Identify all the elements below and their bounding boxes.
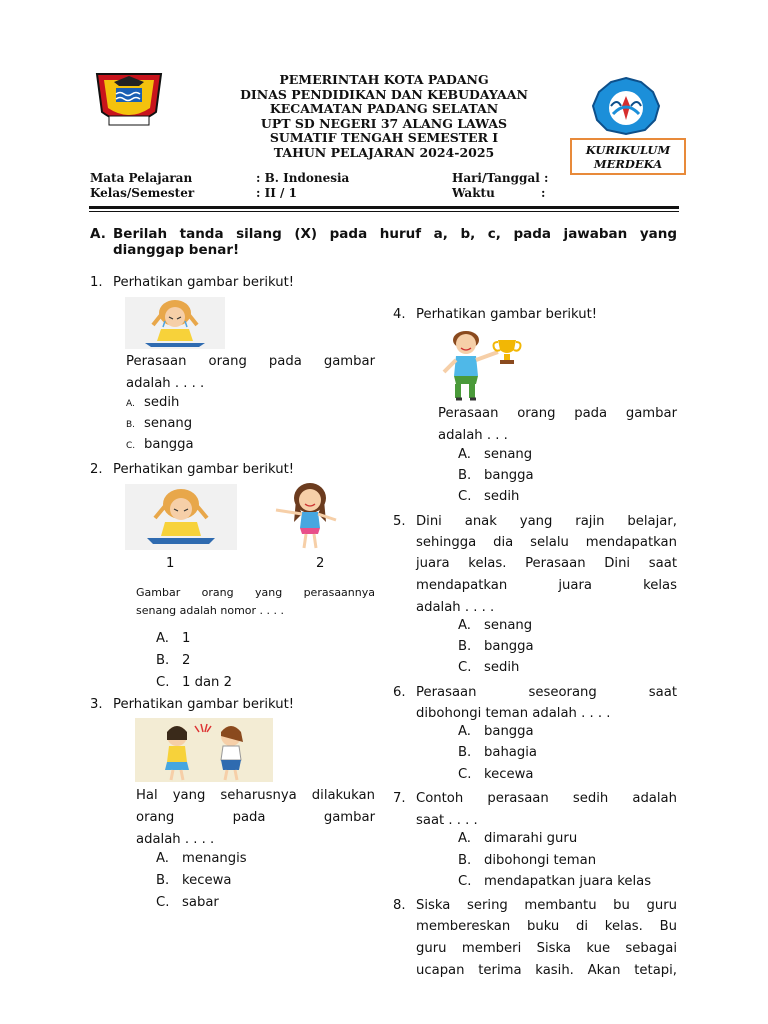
header-line-3: KECAMATAN PADANG SELATAN [269,101,499,116]
q6-option-b-text: bahagia [484,745,538,760]
q5-option-c[interactable] [458,660,519,675]
q1-option-b[interactable] [126,416,192,431]
q4-text: Perhatikan gambar berikut! [416,307,598,322]
header-line-2: DINAS PENDIDIKAN DAN KEBUDAYAAN [240,86,528,102]
section-a-instruction-line1: Berilah tanda silang (X) pada huruf a, b, c, pada jawaban yang [113,226,677,242]
q2-text: Perhatikan gambar berikut! [113,462,295,477]
q6-option-c[interactable] [458,767,534,782]
q1-option-c-letter: C. [126,441,136,451]
q6-option-a-text: bangga [484,724,534,739]
header-line-6: TAHUN PELAJARAN 2024-2025 [273,144,495,160]
q4-option-a[interactable] [458,447,532,462]
q8-line4: ucapan terima kasih. Akan tetapi, [416,963,677,978]
q5-option-b-letter: B. [458,639,472,654]
q7-option-a[interactable] [458,831,577,846]
q2-option-b-text: 2 [182,653,191,668]
q8-number: 8. [393,898,406,913]
q2-line1: Gambar orang yang perasaannya [136,586,375,599]
q3-option-c-text: sabar [182,895,219,910]
q1-option-c[interactable] [126,437,194,452]
q5-line1: Dini anak yang rajin belajar, [416,514,677,529]
q1-option-c-text: bangga [144,437,194,452]
q4-line1: Perasaan orang pada gambar [438,406,677,421]
q3-number: 3. [90,697,103,712]
q5-line3: juara kelas. Perasaan Dini saat [416,556,677,571]
q1-option-b-letter: B. [126,420,136,430]
q2-image-label-1: 1 [166,556,175,571]
q1-line1: Perasaan orang pada gambar [126,354,375,369]
q3-option-b-letter: B. [156,873,170,888]
header-divider [89,206,679,209]
q7-option-c[interactable] [458,874,651,889]
q5-line2: sehingga dia selalu mendapatkan [416,535,677,550]
q5-line5: adalah . . . . [416,600,495,615]
q3-option-c-letter: C. [156,895,170,910]
q7-option-c-text: mendapatkan juara kelas [484,874,652,889]
time-label: Waktu [452,186,495,200]
boy-with-trophy-image [436,326,532,402]
header-line-1: PEMERINTAH KOTA PADANG [279,72,489,87]
q3-option-b[interactable] [156,873,232,888]
q5-option-a-text: senang [484,618,533,633]
q3-option-c[interactable] [156,895,219,910]
q3-line3: adalah . . . . [136,832,215,847]
q8-line2: membereskan buku di kelas. Bu [416,919,677,934]
q4-number: 4. [393,307,406,322]
q7-option-a-text: dimarahi guru [484,831,578,846]
q8-line1: Siska sering membantu bu guru [416,898,677,913]
q7-line1: Contoh perasaan sedih adalah [416,791,677,806]
q2-option-b-letter: B. [156,653,170,668]
crying-girl-image-1 [125,484,237,550]
q1-option-a[interactable] [126,395,179,410]
q2-option-b[interactable] [156,653,190,668]
q6-option-b[interactable] [458,745,537,760]
q1-line2: adalah . . . . [126,376,205,391]
header-line-5: SUMATIF TENGAH SEMESTER I [269,130,499,145]
q1-number: 1. [90,275,103,290]
q5-option-b-text: bangga [484,639,534,654]
time-colon: : [541,186,546,200]
q4-option-c[interactable] [458,489,519,504]
q6-option-a-letter: A. [458,724,471,739]
date-label: Hari/Tanggal : [452,171,549,185]
q3-line2: orang pada gambar [136,810,375,825]
padang-emblem [94,72,164,132]
q6-option-a[interactable] [458,724,534,739]
q3-option-a[interactable] [156,851,247,866]
q5-option-a[interactable] [458,618,532,633]
q6-line2: dibohongi teman adalah . . . . [416,706,611,721]
q7-option-c-letter: C. [458,874,472,889]
q6-line1: Perasaan seseorang saat [416,685,677,700]
q4-option-c-text: sedih [484,489,520,504]
q6-option-c-letter: C. [458,767,472,782]
q4-option-b-letter: B. [458,468,472,483]
q6-option-b-letter: B. [458,745,472,760]
q4-option-c-letter: C. [458,489,472,504]
class-label: Kelas/Semester [90,186,195,200]
q2-option-a-text: 1 [182,631,191,646]
kurikulum-label: KURIKULUM [585,143,671,157]
q7-option-b[interactable] [458,853,596,868]
class-value: : II / 1 [256,186,297,200]
subject-value: : B. Indonesia [256,171,350,185]
q1-text: Perhatikan gambar berikut! [113,275,295,290]
q4-option-b-text: bangga [484,468,534,483]
q2-option-a[interactable] [156,631,190,646]
q2-option-a-letter: A. [156,631,169,646]
q1-option-b-text: senang [144,416,193,431]
q3-option-a-text: menangis [182,851,247,866]
q3-option-a-letter: A. [156,851,169,866]
q4-line2: adalah . . . [438,428,508,443]
merdeka-label: MERDEKA [593,157,663,171]
q3-option-b-text: kecewa [182,873,232,888]
q7-line2: saat . . . . [416,813,478,828]
q4-option-a-text: senang [484,447,533,462]
q7-number: 7. [393,791,406,806]
q5-option-c-text: sedih [484,660,520,675]
header-divider-thin [89,211,679,212]
tut-wuri-handayani-logo [589,76,663,136]
q6-number: 6. [393,685,406,700]
q4-option-a-letter: A. [458,447,471,462]
q5-option-b[interactable] [458,639,534,654]
q1-option-a-letter: A. [126,399,135,409]
q1-option-a-text: sedih [144,395,180,410]
kurikulum-merdeka-box [570,138,686,175]
header-line-4: UPT SD NEGERI 37 ALANG LAWAS [260,115,508,131]
q2-image-label-2: 2 [316,556,325,571]
subject-label: Mata Pelajaran [90,171,193,185]
q7-option-b-text: dibohongi teman [484,853,597,868]
crying-girl-image [125,297,225,349]
q2-option-c-letter: C. [156,675,170,690]
q6-option-c-text: kecewa [484,767,534,782]
section-a-instruction-line2: dianggap benar! [113,242,240,258]
q2-number: 2. [90,462,103,477]
q5-option-a-letter: A. [458,618,471,633]
q5-line4: mendapatkan juara kelas [416,578,677,593]
section-a-letter: A. [90,226,106,242]
arguing-kids-image [135,718,273,782]
q5-option-c-letter: C. [458,660,472,675]
q8-line3: guru memberi Siska kue sebagai [416,941,677,956]
q2-option-c[interactable] [156,675,232,690]
q7-option-b-letter: B. [458,853,472,868]
happy-girl-image-2 [266,480,346,552]
q5-number: 5. [393,514,406,529]
q3-line1: Hal yang seharusnya dilakukan [136,788,375,803]
q7-option-a-letter: A. [458,831,471,846]
q2-line2: senang adalah nomor . . . . [136,604,285,617]
q3-text: Perhatikan gambar berikut! [113,697,295,712]
q4-option-b[interactable] [458,468,534,483]
letterhead [210,73,558,160]
q2-option-c-text: 1 dan 2 [182,675,232,690]
